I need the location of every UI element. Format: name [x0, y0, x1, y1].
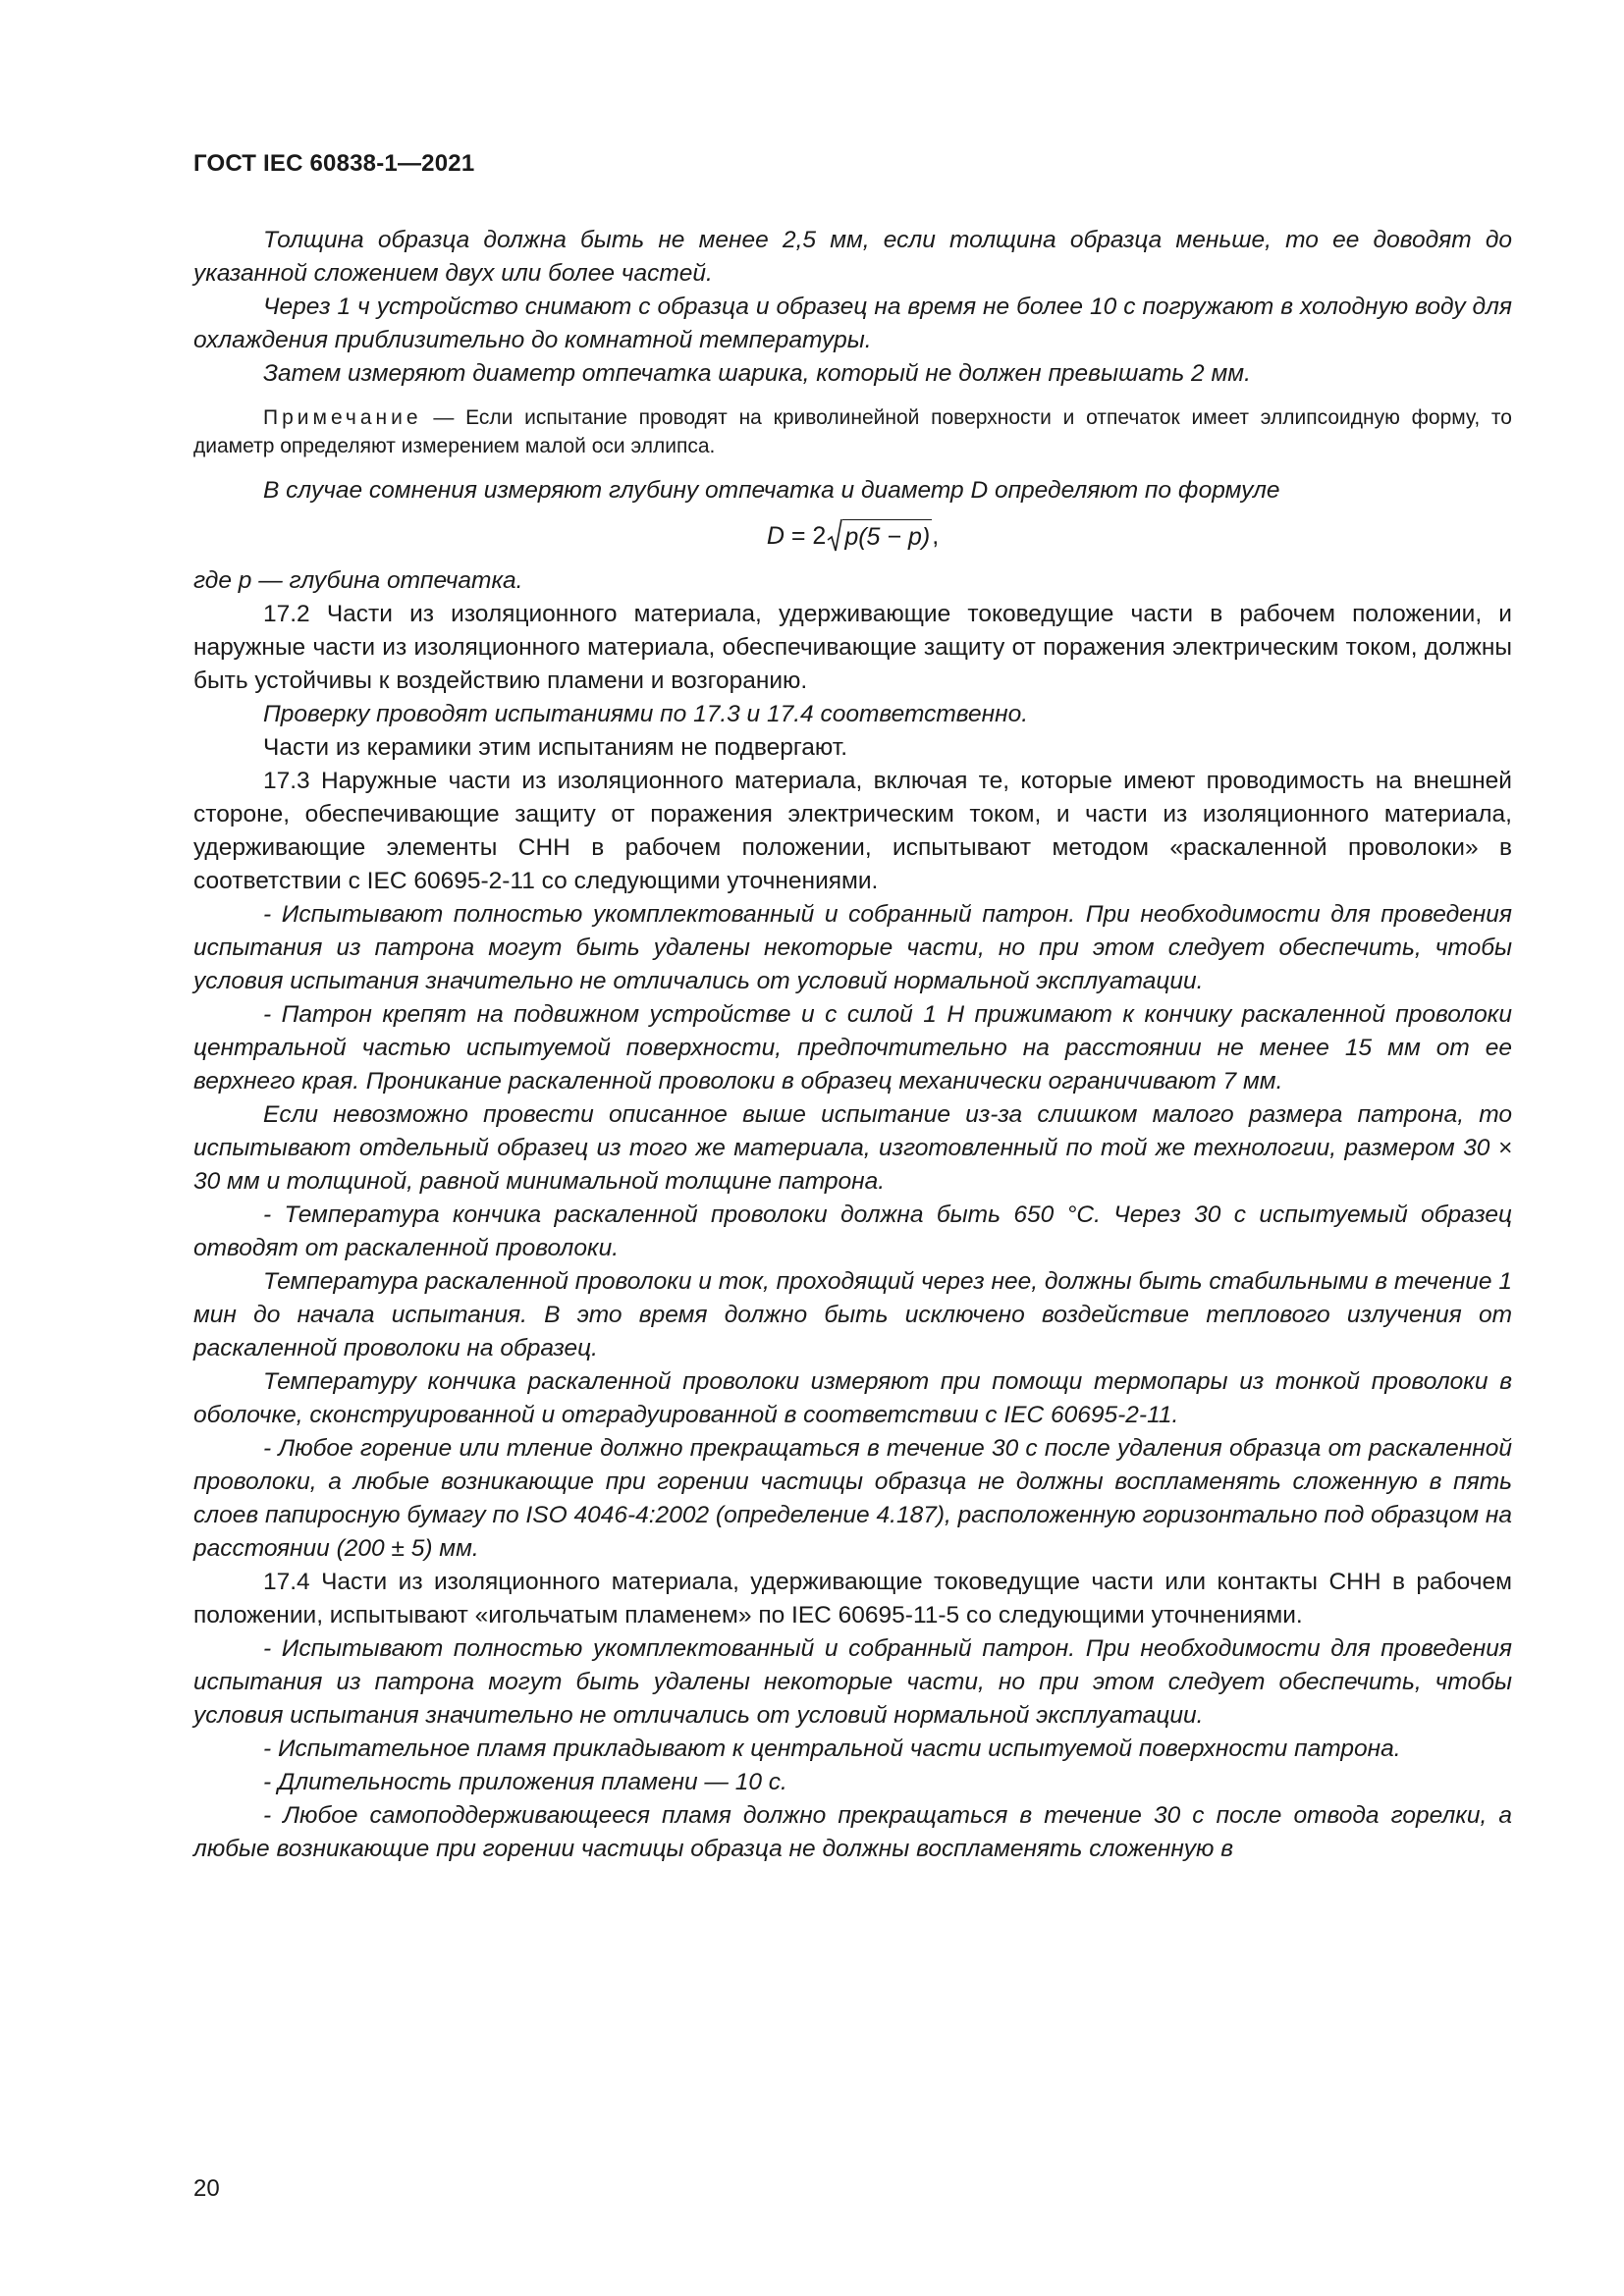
paragraph: Температуру кончика раскаленной проволоки измеряют при помощи термопары из тонкой проволоки в оболочке, сконструированной и отградуированной в соответствии с IEC 60695-2-11. [193, 1368, 1512, 1428]
note [193, 403, 1512, 460]
paragraph: Температура раскаленной проволоки и ток, проходящий через нее, должны быть стабильными в течение 1 мин до начала испытания. В это время должно быть исключено воздействие теплового излучения от раскаленной проволоки на образец. [193, 1268, 1512, 1362]
paragraph: где p — глубина отпечатка. [193, 567, 523, 594]
document-header: ГОСТ IEC 60838-1—2021 [193, 150, 475, 177]
formula-tail: , [932, 522, 940, 550]
paragraph: - Любое самоподдерживающееся пламя должно прекращаться в течение 30 с после отвода горелки, а любые возникающие при горении частицы образца не должны воспламенять сложенную в [193, 1802, 1512, 1862]
paragraph: - Любое горение или тление должно прекращаться в течение 30 с после удаления образца от раскаленной проволоки, а любые возникающие при горении частицы образца не должны воспламенять сложенную в пять слоев папиросную бумагу по ISO 4046-4:2002 (определение 4.187), расположенную горизонтально под образцом на расстоянии (200 ± 5) мм. [193, 1435, 1512, 1562]
note-label: Примечание [263, 406, 422, 429]
paragraph: Если невозможно провести описанное выше испытание из-за слишком малого размера патрона, то испытывают отдельный образец из того же материала, изготовленный по той же технологии, размером 30 × 30 мм и толщиной, равной минимальной толщине патрона. [193, 1101, 1512, 1195]
paragraph: - Испытывают полностью укомплектованный и собранный патрон. При необходимости для проведения испытания из патрона могут быть удалены некоторые части, но при этом следует обеспечить, чтобы условия испытания значительно не отличались от условий нормальной эксплуатации. [193, 1635, 1512, 1729]
paragraph: 17.2 Части из изоляционного материала, удерживающие токоведущие части в рабочем положении, и наружные части из изоляционного материала, обеспечивающие защиту от поражения электрическим током, должны быть устойчивы к воздействию пламени и возгоранию. [193, 601, 1512, 694]
paragraph: - Патрон крепят на подвижном устройстве и с силой 1 Н прижимают к кончику раскаленной проволоки центральной частью испытуемой поверхности, предпочтительно на расстоянии не менее 15 мм от ее верхнего края. Проникание раскаленной проволоки в образец механически ограничивают 7 мм. [193, 1001, 1512, 1095]
formula-lhs: D [766, 522, 785, 550]
note-text: — Если испытание проводят на криволинейной поверхности и отпечаток имеет эллипсоидную форму, то диаметр определяют измерением малой оси эллипса. [193, 406, 1512, 457]
formula [193, 507, 1512, 564]
paragraph: Толщина образца должна быть не менее 2,5 мм, если толщина образца меньше, то ее доводят до указанной сложением двух или более частей. [193, 227, 1512, 287]
paragraph: - Испытывают полностью укомплектованный и собранный патрон. При необходимости для проведения испытания из патрона могут быть удалены некоторые части, но при этом следует обеспечить, чтобы условия испытания значительно не отличались от условий нормальной эксплуатации. [193, 901, 1512, 994]
page-body [193, 224, 1512, 1866]
paragraph: 17.4 Части из изоляционного материала, удерживающие токоведущие части или контакты СНН в рабочем положении, испытывают «игольчатым пламенем» по IEC 60695-11-5 со следующими уточнениями. [193, 1569, 1512, 1629]
paragraph: В случае сомнения измеряют глубину отпечатка и диаметр D определяют по формуле [263, 477, 1280, 504]
formula-radicand: p(5 − p) [842, 519, 932, 554]
page-number: 20 [193, 2175, 220, 2202]
paragraph: - Температура кончика раскаленной проволоки должна быть 650 °С. Через 30 с испытуемый образец отводят от раскаленной проволоки. [193, 1201, 1512, 1261]
paragraph: - Испытательное пламя прикладывают к центральной части испытуемой поверхности патрона. [263, 1735, 1401, 1762]
formula-equals: = 2 [784, 522, 827, 550]
paragraph: Через 1 ч устройство снимают с образца и образец на время не более 10 с погружают в холодную воду для охлаждения приблизительно до комнатной температуры. [193, 294, 1512, 353]
sqrt-icon [827, 518, 842, 554]
paragraph: Части из керамики этим испытаниям не подвергают. [263, 734, 848, 761]
paragraph: Затем измеряют диаметр отпечатка шарика, который не должен превышать 2 мм. [263, 360, 1251, 387]
paragraph: - Длительность приложения пламени — 10 с. [263, 1769, 787, 1795]
paragraph: Проверку проводят испытаниями по 17.3 и 17.4 соответственно. [263, 701, 1029, 727]
paragraph: 17.3 Наружные части из изоляционного материала, включая те, которые имеют проводимость на внешней стороне, обеспечивающие защиту от поражения электрическим током, и части из изоляционного материала, удерживающие элементы СНН в рабочем положении, испытывают методом «раскаленной проволоки» в соответствии с IEC 60695-2-11 со следующими уточнениями. [193, 768, 1512, 894]
